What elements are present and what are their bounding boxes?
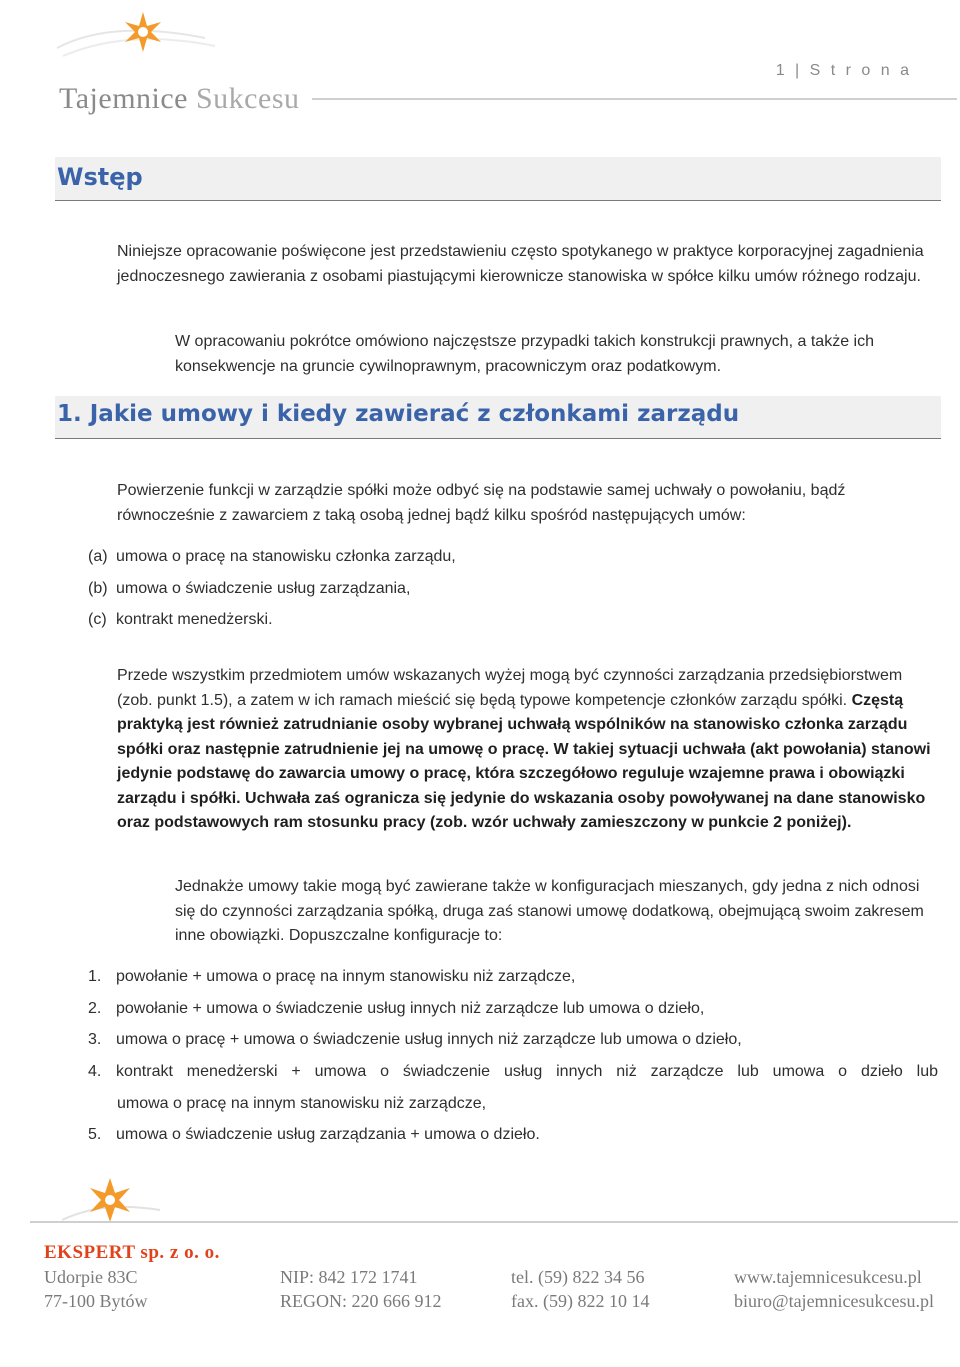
list-marker: (a) xyxy=(88,548,108,565)
list-marker: 4. xyxy=(88,1063,102,1081)
list-item xyxy=(88,545,938,577)
page-number: 1 | S t r o n a xyxy=(775,62,912,79)
paragraph-text: Jednakże umowy takie mogą być zawierane także w konfiguracjach mieszanych, gdy jedna z nich odnosi się do czynności zarządzania spółką, druga zaś stanowi umowę dodatkową, obejmującą swoim zakresem inne obowiązki. Dopuszczalne konfiguracje to: xyxy=(175,878,924,944)
footer-nip: NIP: 842 172 1741 xyxy=(280,1267,418,1287)
paragraph-s1-2 xyxy=(57,664,937,836)
footer-website-link[interactable]: www.tajemnicesukcesu.pl xyxy=(734,1267,922,1287)
list-marker: (c) xyxy=(88,611,107,629)
section-heading-1 xyxy=(55,396,941,439)
paragraph-text: Niniejsze opracowanie poświęcone jest przedstawieniu często spotykanego w praktyce korporacyjnej zagadnienia jednoczesnego zawierania z osobami piastującymi kierownicze stanowiska w spółce kilku umów różnego rodzaju. xyxy=(117,243,924,285)
section-heading-intro xyxy=(55,157,941,201)
logo-wordmark xyxy=(59,82,300,116)
brand-logo xyxy=(55,8,315,118)
star-burst-logo-icon xyxy=(55,8,315,88)
list-item xyxy=(88,1028,938,1060)
footer-divider xyxy=(30,1221,958,1223)
list-marker: 3. xyxy=(88,1031,102,1049)
list-item-text: powołanie + umowa o pracę na innym stanowisku niż zarządcze, xyxy=(116,968,576,985)
list-item xyxy=(88,577,938,609)
paragraph-text: W opracowaniu pokrótce omówiono najczęstsze przypadki takich konstrukcji prawnych, a także ich konsekwencje na gruncie cywilnoprawnym, pracowniczym oraz podatkowym. xyxy=(175,333,874,375)
list-item-text: umowa o świadczenie usług zarządzania + umowa o dzieło. xyxy=(116,1126,540,1144)
footer-fax: fax. (59) 822 10 14 xyxy=(511,1291,650,1311)
footer-company: EKSPERT sp. z o. o. xyxy=(44,1242,220,1263)
list-item xyxy=(88,1123,938,1155)
footer-city: 77-100 Bytów xyxy=(44,1291,148,1311)
list-marker: 2. xyxy=(88,999,102,1017)
list-item-text: umowa o świadczenie usług zarządzania, xyxy=(116,579,411,597)
contract-types-list xyxy=(88,545,938,640)
header-divider xyxy=(312,98,957,100)
footer-email-link[interactable]: biuro@tajemnicesukcesu.pl xyxy=(734,1291,935,1311)
list-item-text: umowa o pracę + umowa o świadczenie usług innych niż zarządcze lub umowa o dzieło, xyxy=(116,1031,742,1049)
footer-star-icon xyxy=(62,1176,162,1226)
footer-regon: REGON: 220 666 912 xyxy=(280,1291,442,1311)
logo-word-1: Tajemnice xyxy=(59,82,196,115)
list-marker: (b) xyxy=(88,579,108,597)
configurations-list xyxy=(88,965,938,1155)
paragraph-text: Powierzenie funkcji w zarządzie spółki może odbyć się na podstawie samej uchwały o powołaniu, bądź równocześnie z zawarciem z taką osobą jednej bądź kilku spośród następujących umów: xyxy=(117,482,846,524)
paragraph-s1-3 xyxy=(57,875,937,949)
list-item-continuation xyxy=(88,1092,938,1124)
section-title-1: 1. Jakie umowy i kiedy zawierać z członkami zarządu xyxy=(57,401,740,427)
section-title-intro: Wstęp xyxy=(57,163,143,191)
paragraph-intro-1 xyxy=(57,240,937,289)
list-marker: 1. xyxy=(88,968,102,985)
footer-street: Udorpie 83C xyxy=(44,1267,138,1287)
list-item xyxy=(88,1060,938,1092)
list-marker: 5. xyxy=(88,1126,102,1144)
list-item-text: kontrakt menedżerski. xyxy=(116,611,273,629)
list-item xyxy=(88,997,938,1029)
paragraph-regular-text: Przede wszystkim przedmiotem umów wskazanych wyżej mogą być czynności zarządzania przedsiębiorstwem (zob. punkt 1.5), a zatem w ich ramach mieścić się będą typowe kompetencje członków zarządu spółki. xyxy=(117,667,903,709)
paragraph-intro-2 xyxy=(57,330,937,379)
footer-phone: tel. (59) 822 34 56 xyxy=(511,1267,645,1287)
list-item-text: umowa o pracę na innym stanowisku niż zarządcze, xyxy=(117,1094,487,1112)
paragraph-s1-1 xyxy=(57,479,937,528)
paragraph-text xyxy=(57,664,937,836)
list-item-text: kontrakt menedżerski + umowa o świadczenie usług innych niż zarządcze lub umowa o dzieło lub xyxy=(116,1063,938,1081)
logo-word-2: Sukcesu xyxy=(196,82,300,115)
list-item-text: umowa o pracę na stanowisku członka zarządu, xyxy=(116,548,456,565)
list-item-text: powołanie + umowa o świadczenie usług innych niż zarządcze lub umowa o dzieło, xyxy=(116,999,705,1017)
list-item xyxy=(88,608,938,640)
paragraph-bold-text: Częstą praktyką jest również zatrudnianie osoby wybranej uchwałą wspólników na stanowisko członka zarządu spółki oraz następnie zatrudnienie jej na umowę o pracę. W takiej sytuacji uchwała (akt powołania) stanowi jedynie podstawę do zawarcia umowy o pracę, która szczegółowo reguluje wzajemne prawa i obowiązki zarządu i spółki. Uchwała zaś ogranicza się jedynie do wskazania osoby powoływanej na dane stanowisko oraz podstawowych ram stosunku pracy (zob. wzór uchwały zamieszczony w punkcie 2 poniżej). xyxy=(117,691,931,831)
list-item xyxy=(88,965,938,997)
